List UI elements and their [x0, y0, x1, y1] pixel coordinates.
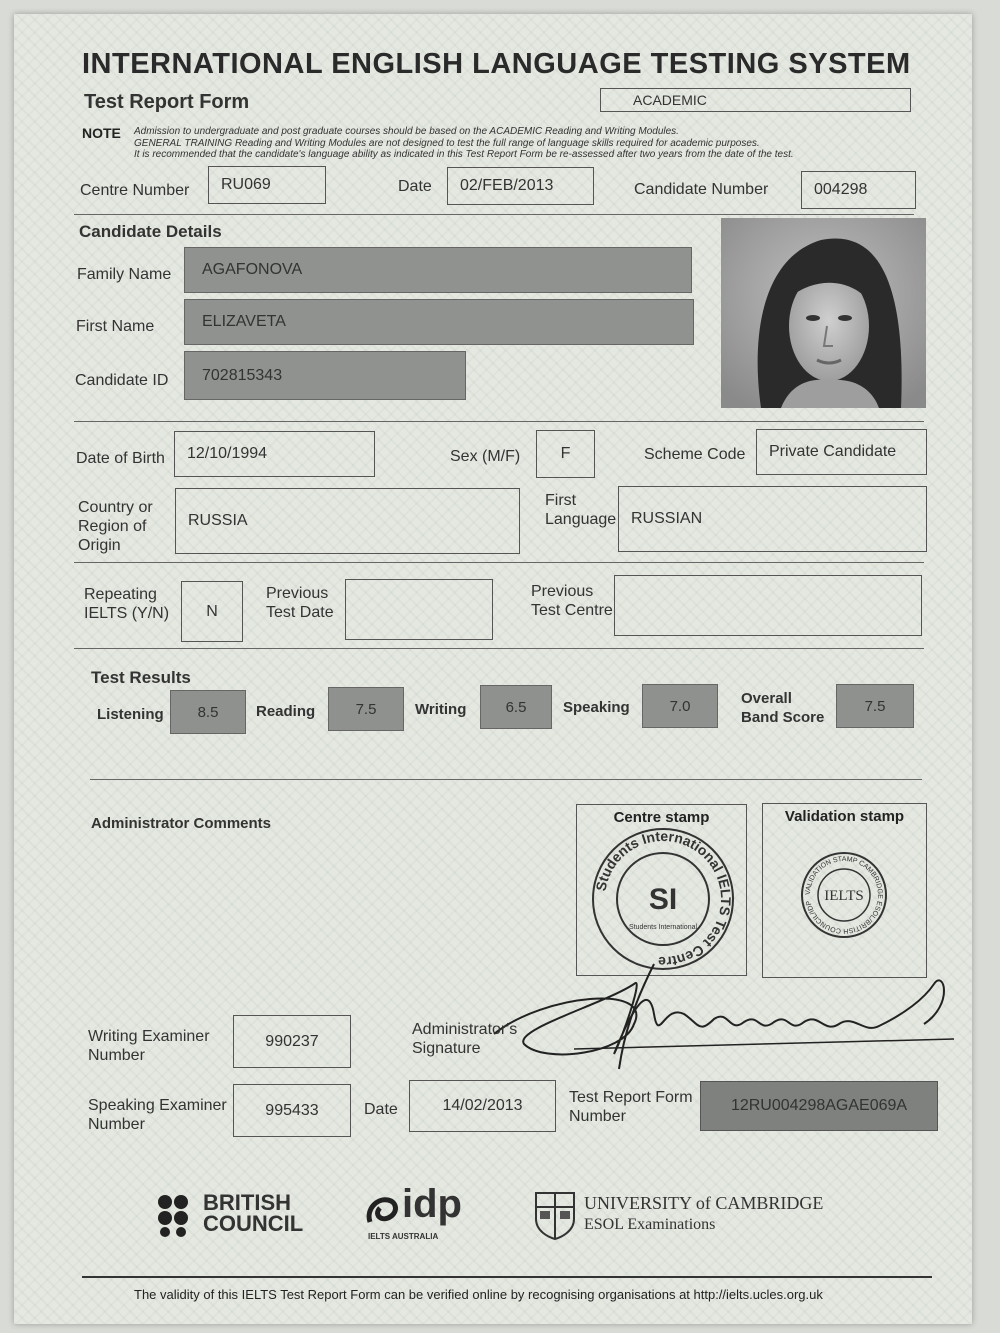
previous-test-centre-box	[614, 575, 922, 636]
centre-number-label: Centre Number	[80, 182, 190, 199]
listening-score: 8.5	[170, 690, 246, 734]
centre-number-box	[208, 166, 326, 204]
note-line-2: GENERAL TRAINING Reading and Writing Modules are not designed to test the full range of language skills required for academic purposes.	[134, 137, 760, 149]
country-label-line-1: Country or	[78, 499, 153, 516]
first-language-label-line-1: First	[545, 492, 577, 509]
first-language-label-line-2: Language	[545, 511, 617, 528]
listening-label: Listening	[97, 706, 164, 723]
scheme-code-label: Scheme Code	[644, 446, 746, 463]
speaking-label: Speaking	[563, 699, 630, 716]
note-text	[134, 126, 874, 161]
speaking-score: 7.0	[642, 684, 718, 728]
first-language-label	[545, 491, 616, 529]
cambridge-shield-icon	[534, 1191, 576, 1241]
trf-label-line-2: Number	[569, 1108, 626, 1125]
portrait-image	[721, 218, 926, 408]
form-subtitle: Test Report Form	[84, 91, 250, 113]
candidate-number-box	[801, 171, 916, 209]
cambridge-line-2: ESOL Examinations	[584, 1216, 716, 1233]
reading-score: 7.5	[328, 687, 404, 731]
country-label-line-3: Origin	[78, 537, 121, 554]
speaking-examiner-box	[233, 1084, 351, 1137]
repeating-label-line-2: IELTS (Y/N)	[84, 605, 170, 622]
module-value: ACADEMIC	[633, 92, 707, 108]
cambridge-esol-logo	[534, 1189, 834, 1249]
trf-label-line-1: Test Report Form	[569, 1089, 693, 1106]
writing-examiner-value: 990237	[265, 1032, 319, 1050]
scheme-code-value: Private Candidate	[769, 443, 897, 460]
signature-label-line-2: Signature	[412, 1040, 481, 1057]
writing-examiner-box	[233, 1015, 351, 1068]
scheme-code-box	[756, 429, 927, 475]
previous-test-date-box	[345, 579, 493, 640]
idp-text: idp	[402, 1182, 462, 1226]
repeating-box	[181, 581, 243, 642]
overall-band-label	[741, 689, 824, 727]
administrator-comments-label: Administrator Comments	[91, 815, 272, 832]
divider	[74, 214, 914, 215]
first-name-box	[184, 299, 694, 345]
british-council-line-2: COUNCIL	[203, 1211, 304, 1236]
british-council-line-1: BRITISH	[203, 1190, 291, 1215]
idp-logo	[364, 1182, 479, 1244]
candidate-number-label: Candidate Number	[634, 181, 769, 198]
previous-test-centre-label-line-2: Test Centre	[531, 602, 613, 619]
trf-number-label	[569, 1088, 693, 1126]
candidate-id-label: Candidate ID	[75, 372, 169, 389]
overall-band-score: 7.5	[836, 684, 914, 728]
first-language-value: RUSSIAN	[631, 510, 703, 527]
overall-label-line-1: Overall	[741, 690, 792, 707]
country-label	[78, 498, 153, 555]
writing-examiner-label	[88, 1027, 210, 1065]
previous-test-date-label-line-2: Test Date	[266, 604, 334, 621]
sex-label: Sex (M/F)	[450, 448, 521, 465]
family-name-label: Family Name	[77, 266, 172, 283]
signature-label-line-1: Administrator's	[412, 1021, 518, 1038]
overall-label-line-2: Band Score	[741, 709, 825, 726]
note-line-3: It is recommended that the candidate's language ability as indicated in this Test Report Form be re-assessed after two years from the date of the test.	[134, 149, 794, 160]
sex-box	[536, 430, 595, 478]
centre-number-value: RU069	[221, 176, 271, 193]
family-name-box	[184, 247, 692, 293]
repeating-value: N	[206, 602, 218, 620]
speaking-examiner-label	[88, 1096, 227, 1134]
writing-score: 6.5	[480, 685, 552, 729]
validation-stamp-outer-text: VALIDATION STAMP CAMBRIDGE ESOL/BRITISH COUNCIL/IDP	[804, 855, 884, 935]
centre-stamp-inner-text: SI	[648, 883, 678, 916]
trf-number-box	[700, 1081, 938, 1131]
validation-stamp-label: Validation stamp	[784, 808, 905, 825]
centre-stamp-label: Centre stamp	[613, 809, 710, 826]
speaking-examiner-label-line-2: Number	[88, 1116, 145, 1133]
divider	[74, 648, 924, 649]
speaking-examiner-value: 995433	[265, 1101, 319, 1119]
first-name-label: First Name	[76, 318, 155, 335]
divider	[74, 562, 924, 563]
previous-test-centre-label-line-1: Previous	[531, 583, 594, 600]
admin-date-box	[409, 1080, 556, 1132]
candidate-details-title: Candidate Details	[79, 222, 222, 241]
writing-label: Writing	[415, 701, 467, 718]
admin-date-value: 14/02/2013	[442, 1097, 523, 1114]
first-name-value: ELIZAVETA	[202, 313, 286, 330]
test-report-form	[14, 14, 972, 1324]
cambridge-line-1: UNIVERSITY of CAMBRIDGE	[584, 1193, 824, 1213]
trf-number-value: 12RU004298AGAE069A	[730, 1097, 908, 1114]
date-label: Date	[398, 178, 432, 195]
family-name-value: AGAFONOVA	[202, 261, 303, 278]
date-value: 02/FEB/2013	[460, 177, 554, 194]
divider	[74, 421, 924, 422]
previous-test-date-label-line-1: Previous	[266, 585, 329, 602]
admin-date-label: Date	[364, 1101, 398, 1118]
validity-statement: The validity of this IELTS Test Report Form can be verified online by recognising organisations at http://ielts.ucles.org.uk	[134, 1287, 823, 1302]
note-label: NOTE	[82, 125, 121, 141]
administrator-signature-label	[412, 1020, 517, 1058]
idp-subtitle: IELTS AUSTRALIA	[368, 1232, 439, 1241]
validation-stamp-inner-text: IELTS	[824, 888, 864, 904]
previous-test-centre-label	[531, 582, 613, 620]
repeating-label-line-1: Repeating	[84, 586, 157, 603]
repeating-label	[84, 585, 169, 623]
writing-examiner-label-line-2: Number	[88, 1047, 145, 1064]
previous-test-date-label	[266, 584, 334, 622]
footer-divider	[82, 1276, 932, 1278]
country-box	[175, 488, 520, 554]
administrator-signature	[484, 944, 974, 1074]
country-value: RUSSIA	[188, 512, 248, 529]
idp-swirl-icon	[364, 1192, 402, 1230]
form-title: INTERNATIONAL ENGLISH LANGUAGE TESTING SYSTEM	[82, 48, 911, 80]
speaking-examiner-label-line-1: Speaking Examiner	[88, 1097, 227, 1114]
validation-stamp-seal	[799, 850, 889, 940]
candidate-photo	[721, 218, 926, 408]
candidate-id-box	[184, 351, 466, 400]
dob-value: 12/10/1994	[187, 445, 268, 462]
sex-value: F	[560, 445, 571, 462]
date-box	[447, 167, 594, 205]
module-box	[600, 88, 911, 112]
centre-stamp-caption: Students International	[628, 924, 698, 931]
candidate-number-value: 004298	[814, 181, 868, 198]
dob-label: Date of Birth	[76, 450, 165, 467]
british-council-logo	[157, 1192, 307, 1242]
centre-stamp-outer-text: Students International IELTS Test Centre	[592, 827, 735, 971]
writing-examiner-label-line-1: Writing Examiner	[88, 1028, 210, 1045]
candidate-id-value: 702815343	[202, 366, 283, 384]
first-language-box	[618, 486, 927, 552]
note-line-1: Admission to undergraduate and post graduate courses should be based on the ACADEMIC Reading and Writing Modules.	[134, 126, 679, 137]
country-label-line-2: Region of	[78, 518, 147, 535]
dob-box	[174, 431, 375, 477]
british-council-dots-icon	[157, 1194, 201, 1238]
reading-label: Reading	[256, 703, 316, 720]
divider	[90, 779, 922, 780]
test-results-title: Test Results	[91, 668, 191, 687]
